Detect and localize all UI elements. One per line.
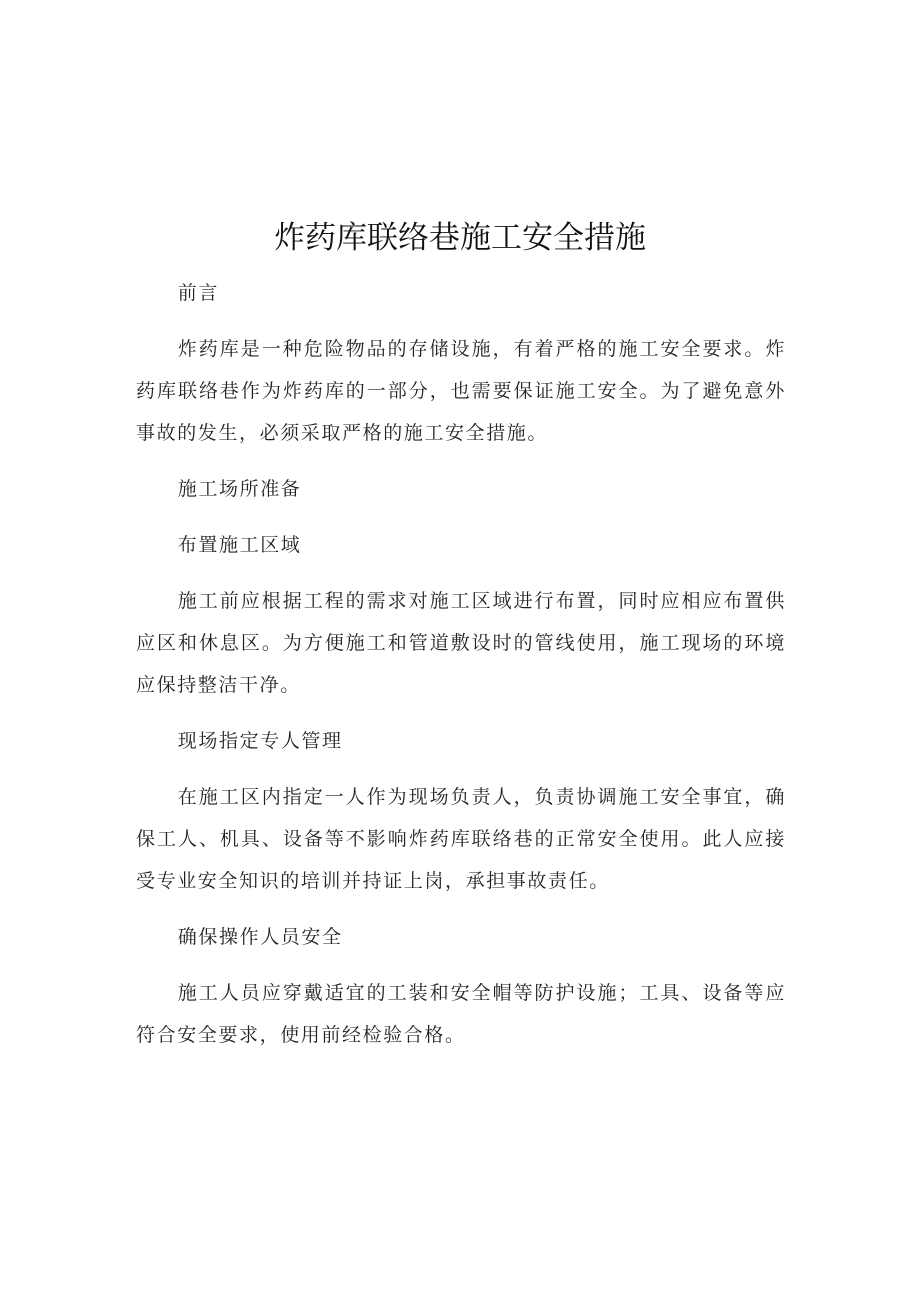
document-body [136,272,786,1056]
paragraph-layout-area: 施工前应根据工程的需求对施工区域进行布置，同时应相应布置供应区和休息区。为方便施工和管道敷设时的管线使用，施工现场的环境应保持整洁干净。 [136,590,786,696]
section-heading-preface: 前言 [177,282,219,304]
paragraph-operator-safety: 施工人员应穿戴适宜的工装和安全帽等防护设施；工具、设备等应符合安全要求，使用前经检验合格。 [136,982,786,1046]
section-heading-site-preparation: 施工场所准备 [177,478,302,500]
subheading-layout-area: 布置施工区域 [177,534,302,556]
subheading-operator-safety: 确保操作人员安全 [177,926,343,948]
paragraph-preface: 炸药库是一种危险物品的存储设施，有着严格的施工安全要求。炸药库联络巷作为炸药库的一部分，也需要保证施工安全。为了避免意外事故的发生，必须采取严格的施工安全措施。 [136,338,786,444]
subheading-site-manager: 现场指定专人管理 [177,730,343,752]
paragraph-site-manager: 在施工区内指定一人作为现场负责人，负责协调施工安全事宜，确保工人、机具、设备等不影响炸药库联络巷的正常安全使用。此人应接受专业安全知识的培训并持证上岗，承担事故责任。 [136,786,786,892]
document-title: 炸药库联络巷施工安全措施 [274,220,646,256]
